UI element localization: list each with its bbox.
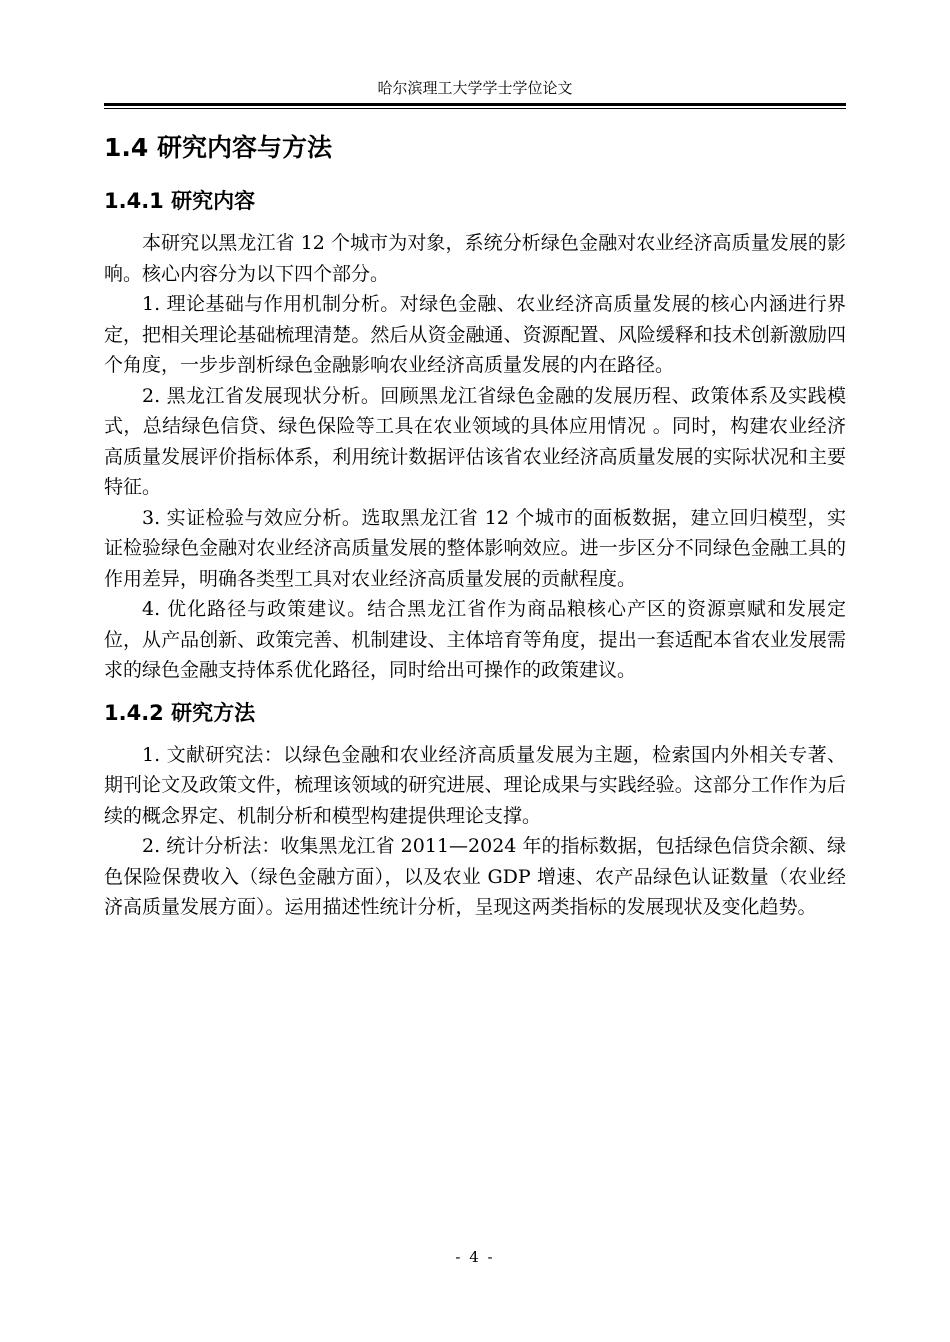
- header-rule: [104, 103, 846, 106]
- page-number: - 4 -: [455, 1248, 495, 1266]
- page-content: [104, 128, 846, 923]
- paragraph: 3. 实证检验与效应分析。选取黑龙江省 12 个城市的面板数据，建立回归模型，实证检验绿色金融对农业经济高质量发展的整体影响效应。进一步区分不同绿色金融工具的作用差异，明确各类型工具对农业经济高质量发展的贡献程度。: [104, 506, 846, 590]
- paragraph: 1. 理论基础与作用机制分析。对绿色金融、农业经济高质量发展的核心内涵进行界定，把相关理论基础梳理清楚。然后从资金融通、资源配置、风险缓释和技术创新激励四个角度，一步步剖析绿色金融影响农业经济高质量发展的内在路径。: [104, 293, 846, 376]
- subsection-heading-methods: 1.4.2 研究方法: [104, 700, 256, 725]
- subsection-heading-content: 1.4.1 研究内容: [104, 189, 256, 213]
- paragraph: 2. 黑龙江省发展现状分析。回顾黑龙江省绿色金融的发展历程、政策体系及实践模式，总结绿色信贷、绿色保险等工具在农业领域的具体应用情况 。同时，构建农业经济高质量发展评价指标体系，利用统计数据评估该省农业经济高质量发展的实际状况和主要特征。: [104, 384, 846, 498]
- paragraph: 1. 文献研究法：以绿色金融和农业经济高质量发展为主题，检索国内外相关专著、期刊论文及政策文件，梳理该领域的研究进展、理论成果与实践经验。这部分工作作为后续的概念界定、机制分析和模型构建提供理论支撑。: [104, 743, 846, 827]
- paragraph: 4. 优化路径与政策建议。结合黑龙江省作为商品粮核心产区的资源禀赋和发展定位，从产品创新、政策完善、机制建设、主体培育等角度，提出一套适配本省农业发展需求的绿色金融支持体系优化路径，同时给出可操作的政策建议。: [104, 598, 846, 681]
- paragraph: 本研究以黑龙江省 12 个城市为对象，系统分析绿色金融对农业经济高质量发展的影响。核心内容分为以下四个部分。: [104, 232, 846, 285]
- paragraph: 2. 统计分析法：收集黑龙江省 2011—2024 年的指标数据，包括绿色信贷余额、绿色保险保费收入（绿色金融方面），以及农业 GDP 增速、农产品绿色认证数量（农业经济高质量发展方面）。运用描述性统计分析，呈现这两类指标的发展现状及变化趋势。: [104, 835, 846, 918]
- header-rule-thin: [104, 108, 846, 109]
- running-header: 哈尔滨理工大学学士学位论文: [377, 79, 573, 97]
- section-heading: 1.4 研究内容与方法: [104, 133, 332, 162]
